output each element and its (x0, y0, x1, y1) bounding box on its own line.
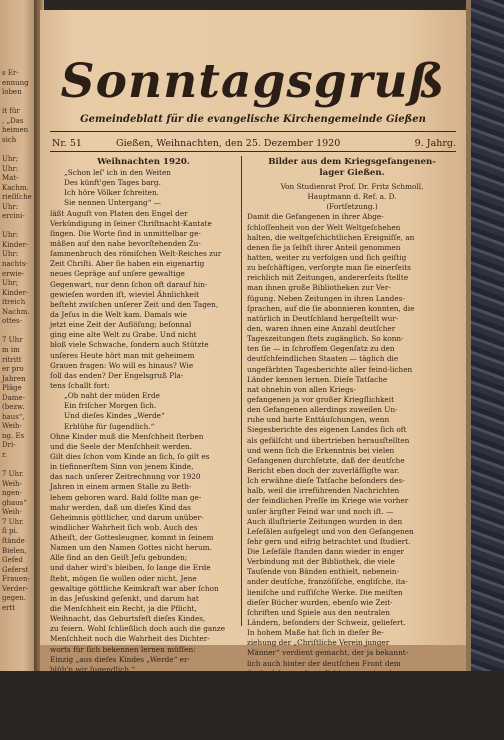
text-line: ziehung der „Chriſtliche Verein junger (247, 638, 390, 648)
left-page-text-fragment: Kinder- (2, 288, 29, 297)
text-line: in tiefinnerſtem Sinn von jenem Kinde, (50, 462, 194, 472)
text-line: der feindlichen Preſſe im Kriege wie vorher (247, 496, 409, 506)
text-line: und wenn ſich die Erkenntnis bei vielen (247, 445, 395, 455)
text-line: läßt Auguſt von Platen den Engel der (50, 208, 188, 218)
left-page-text-fragment: (bezw. (2, 403, 25, 412)
text-line: Sie nennen Untergang“ — (64, 198, 162, 208)
left-page-text-fragment: Mat- (2, 174, 19, 183)
text-line: lich auch hinter der deutſchen Front dem (247, 658, 401, 668)
text-line: halten, die weltgeſchichtlichen Ereigniſſe, an (247, 232, 415, 242)
text-line: Auch illuſtrierte Zeitungen wurden in den (247, 516, 403, 526)
text-line: worts für ſich bekennen lernen müſſen: (50, 644, 196, 654)
text-line: da Jeſus in die Welt kam. Damals wie (50, 309, 187, 319)
left-page-text-fragment: Dame- (2, 393, 25, 402)
text-line: fügung. Neben Zeitungen in ihren Landes- (247, 293, 405, 303)
left-page-text-fragment: Weih- (2, 479, 22, 488)
text-line: graben hat er auch die Gefangenenlager (247, 689, 398, 699)
text-line: In hohem Maße hat ſich in dieſer Be- (247, 628, 384, 638)
text-line: Ein friſcher Morgen ſich. (64, 401, 157, 411)
text-line: Tageszeitungen ſtets zugänglich. So konn- (247, 334, 404, 344)
text-line: bloß viele Schwache, ſondern auch Stützte (50, 340, 209, 350)
left-page-text-fragment: haus“, (2, 412, 25, 421)
text-line: ungefärbten Tagesberichte aller feind-lichen (247, 364, 413, 374)
byline-author: Von Studienrat Prof. Dr. Fritz Schmoll, (280, 182, 424, 191)
left-page-text-fragment: ſtände (2, 536, 25, 545)
left-page-text-fragment: sich (2, 135, 17, 144)
left-page-text-fragment: 7 Uhr. (2, 517, 24, 526)
text-line: Länder kennen lernen. Dieſe Tatſache (247, 374, 388, 384)
article-title-pow-camp-2: lager Gießen. (319, 168, 385, 178)
left-page-text-fragment: m im (2, 345, 20, 354)
masthead-title: Sonntagsgruß (60, 54, 446, 109)
header-rule-bottom (50, 151, 456, 152)
text-line: gewaltige göttliche Keimkraft war aber ſchon (50, 583, 219, 593)
text-line: ſteht, mögen ſie wollen oder nicht. Jene (50, 573, 197, 583)
text-line: Einzig „aus dieſes Kindes „Werde“ er- (50, 654, 190, 664)
left-page-text-fragment: Uhr; (2, 279, 19, 288)
left-page-text-fragment: ritritt (2, 355, 22, 364)
text-line: Bericht eben doch der zuverläſſigſte war. (247, 465, 400, 475)
text-line: Zeit Chriſti. Aber ſie haben ein eigenartig (50, 259, 205, 269)
left-page-text-fragment: loben (2, 88, 22, 97)
text-line: lieniſche und ruſſiſche Werke. Die meiſten (247, 587, 403, 597)
text-line: mit Bibeln, Neuen Teſtamenten, Geſang- (247, 699, 397, 709)
text-line: mahr werden, daß um dieſes Kind das (50, 502, 191, 512)
text-line: ſchriften und Spiele aus den neutralen (247, 607, 390, 617)
text-line: denen ſie ja ſelbſt ihrer Anteil genommen (247, 242, 401, 252)
left-page-text-fragment: Nachm. (2, 307, 30, 316)
header-rule-top (50, 131, 456, 132)
article-title-christmas: Weihnachten 1920. (97, 157, 190, 167)
left-page-text-fragment: Uhr: (2, 164, 19, 173)
text-line: in das Jeſuskind geſenkt, und darum hat (50, 593, 199, 603)
article-column-left (50, 157, 237, 675)
text-line: Ich höre Völker ſchreiten. (64, 188, 159, 198)
text-line: Jahren in einem armen Stalle zu Beth- (50, 482, 192, 492)
text-line: als gefälſcht und übertrieben herausſtellten (247, 435, 410, 445)
text-line: Gegenwart, nur denn ſchon oft darauf hin- (50, 279, 208, 289)
left-page-text-fragment: er pro (2, 365, 24, 374)
left-page-text-fragment: it für (2, 107, 20, 116)
page-edge (466, 0, 471, 671)
text-line: ging eine alte Welt zu Grabe. Und nicht (50, 330, 197, 340)
text-line: blüh'n wir ſugendlich.“ (50, 664, 136, 674)
text-line: büchern und chriſtlichen Kalendern reichlich (247, 709, 415, 719)
text-line: ten ſie — in ſchroffem Gegenſatz zu den (247, 344, 395, 354)
text-line: gewieſen worden iſt, wieviel Ähnlichkeit (50, 289, 200, 299)
byline-rank: Hauptmann d. Ref. a. D. (307, 192, 397, 202)
text-line: ſehr gern und eifrig betrachtet und ſtudiert. (247, 536, 411, 546)
text-line: unſeres Heute hört man mit geheimem (50, 350, 195, 360)
text-line: ſingen. Die Worte ſind in unmittelbar ge- (50, 228, 201, 238)
left-page-text-fragment: ottes- (2, 317, 22, 326)
text-line: mäßen auf den nahe bevorſtehenden Zu- (50, 238, 201, 248)
text-line: neues Gepräge auf unſere gewaltige (50, 269, 185, 279)
text-line: nat ohnehin von allen Kriegs- (247, 384, 356, 394)
text-line: Grauen fragen: Wo will es hinaus? Wie (50, 360, 194, 370)
text-line: Ländern, beſonders der Schweiz, geliefert. (247, 618, 406, 628)
left-page-text-fragment: Frauen- (2, 575, 30, 584)
text-line: verſorgt. Bemerkenswert dürfte noch die (247, 719, 400, 729)
left-page-text-fragment: , „Das (2, 116, 24, 125)
text-line: das nach unſerer Zeitrechnung vor 1920 (50, 472, 201, 482)
text-line: Atheiſt, der Gottesleugner, kommt in ſeinem (50, 533, 214, 543)
left-page-text-fragment: Dri- (2, 441, 16, 450)
left-page-text-fragment: ng. Es (2, 431, 25, 440)
left-page-text-fragment: Uhr: (2, 202, 19, 211)
text-line: Ich erwähne dieſe Tatſache beſonders des- (247, 476, 405, 486)
text-line: ſprachen, auf die ſie abonnieren konnten, die (247, 303, 415, 313)
masthead-subtitle: Gemeindeblatt für die evangelische Kirchengemeinde Gießen (80, 114, 426, 125)
text-line: lehem geboren ward. Bald ſollte man ge- (50, 492, 202, 502)
text-line: Des künft'gen Tages barg. (64, 178, 161, 188)
text-line: „Schon leſ' ich in den Weiten (64, 168, 171, 177)
text-line: beſteht zwiſchen unſerer Zeit und den Tagen, (50, 299, 219, 309)
text-line: ander deutſche, franzöſiſche, engliſche, ita- (247, 577, 408, 587)
left-page-text-fragment: heimen (2, 126, 29, 135)
left-page-text-fragment: erwie- (2, 269, 25, 278)
left-page-text-fragment: Verder- (2, 584, 29, 593)
text-line: Namen um den Namen Gottes nicht herum. (50, 543, 212, 553)
text-line: Siegesberichte des eigenen Landes ſich oft (247, 425, 407, 435)
left-page-text-fragment: gegen. (2, 594, 26, 603)
text-line: Ohne Kinder muß die Menſchheit ſterben (50, 431, 204, 441)
text-line: Tatſache ſein, daß in den letzten Jahren ſich (247, 729, 410, 739)
text-line: Verbindung mit der Bibliothek, die viele (247, 557, 395, 567)
text-line: den, waren ihnen eine Anzahl deutſcher (247, 323, 396, 333)
text-line: Seelenleben unſerer Feldgrauen eingehen- (247, 668, 406, 678)
text-line: Leſeſälen aufgelegt und von den Gefangenen (247, 526, 414, 536)
text-line: tens ſchallt fort: (50, 380, 110, 390)
text-line: Männer“ verdient gemacht, der ja bekannt- (247, 648, 409, 658)
left-facing-page (0, 0, 38, 671)
article-title-pow-camp-1: Bilder aus dem Kriegsgefangenen- (268, 157, 436, 167)
left-page-text-fragment: ennung (2, 78, 29, 87)
book-spine (466, 0, 504, 671)
text-line: den Gefangenen allerdings zuweilen Un- (247, 405, 398, 415)
left-page-text-fragment: Uhr: (2, 250, 19, 259)
left-page-text-fragment: Kachm. (2, 183, 29, 192)
left-page-text-fragment: ghaus“ (2, 498, 27, 507)
left-page-text-fragment: 7 Uhr (2, 336, 23, 345)
left-page-text-fragment: Weih- (2, 508, 22, 517)
text-line: zu beſchäftigen, verſorgte man ſie einerſeits (247, 263, 411, 273)
continuation-note: (Fortſetzung.) (326, 202, 378, 212)
left-page-text-fragment: Weih- (2, 422, 22, 431)
text-line: Tauſende von Bänden enthielt, nebenein- (247, 567, 400, 577)
text-line: Menſchheit noch die Wahrheit des Dichter- (50, 634, 210, 644)
text-line: Damit die Gefangenen in ihrer Abge- (247, 212, 384, 222)
text-line: Und dieſes Kindes „Werde“ (64, 411, 165, 421)
text-line: und die Seele der Menſchheit werden. (50, 441, 193, 451)
text-line: Weihnacht, das Geburtsfeſt dieſes Kindes, (50, 614, 206, 624)
volume-number: 9. Jahrg. (414, 138, 456, 149)
article-column-right (247, 157, 457, 740)
left-page-text-fragment: Geferst (2, 565, 29, 574)
text-line: Gilt dies ſchon vom Kinde an ſich, ſo gilt es (50, 451, 210, 461)
text-line: natürlich in Deutſchland hergeſtellt wur- (247, 313, 399, 323)
issue-number: Nr. 51 (52, 138, 82, 149)
left-page-text-fragment: Kinder- (2, 240, 29, 249)
text-line: Alle ſind an den Geiſt Jeſu gebunden; (50, 553, 188, 563)
text-line: halb, weil die irreführenden Nachrichten (247, 486, 400, 496)
left-page-text-fragment: ertt (2, 603, 16, 612)
text-line: zu feiern. Wohl ſchließlich doch auch die ganze (50, 624, 226, 634)
left-page-text-fragment: ngen- (2, 489, 23, 498)
text-line: unſer ärgſter Feind war und noch iſt. — (247, 506, 394, 516)
text-line: reichlich mit Zeitungen, andererſeits ſtellte (247, 273, 409, 283)
text-line: ſchloſſenheit von der Welt Weltgeſchehen (247, 222, 401, 232)
text-line: deutſchfeindlichen Staaten — täglich die (247, 354, 399, 364)
left-page-text-fragment: ercini- (2, 212, 25, 221)
text-line: Geheimnis göttlicher, und darum unüber- (50, 512, 204, 522)
left-page-text-fragment: ſi pi. (2, 527, 18, 536)
left-page-text-fragment: r. (2, 451, 7, 459)
text-line: und daher wird's bleiben, ſo lange die Erde (50, 563, 211, 573)
text-line: Verkündigung in ſeiner Chriſtnacht-Kantate (50, 218, 212, 228)
left-page-text-fragment: s Er- (2, 69, 19, 77)
text-line: Gefangenen durchſetzte, daß der deutſche (247, 455, 405, 465)
left-page-text-fragment: nachts- (2, 260, 28, 268)
left-page-text-fragment: Bielen, (2, 546, 27, 555)
left-page-text-fragment: Uhr; (2, 154, 19, 163)
text-line: dieſer Bücher wurden, ebenſo wie Zeit- (247, 597, 393, 607)
text-line: „Ob naht der müden Erde (64, 391, 160, 401)
left-page-text-fragment: itreich (2, 298, 26, 307)
text-line: ſammenbruch des römiſchen Welt-Reiches zur (50, 249, 222, 259)
text-line: Die Leſeſäle ſtanden dann wieder in enger (247, 547, 405, 557)
text-line: gefangenen ja vor großer Kriegſlichkeit (247, 394, 394, 404)
left-page-text-fragment: Gefed (2, 556, 23, 565)
text-line: hatten, weiter zu verfolgen und ſich geiſtig (247, 252, 407, 262)
left-page-text-fragment: Jahren (2, 374, 26, 383)
left-page-text-fragment: Pläge (2, 384, 22, 393)
text-line: jetzt eine Zeit der Auflöſung; beſonnal (50, 320, 192, 330)
text-line: ſoll das enden? Der Engelsgruß Pla- (50, 370, 184, 380)
text-line: die Menſchheit ein Recht, ja die Pflicht, (50, 604, 197, 614)
text-line: man ihnen große Bibliotheken zur Ver- (247, 283, 391, 293)
column-divider (241, 156, 242, 626)
left-page-text-fragment: 7 Uhr. (2, 470, 24, 479)
left-page-text-fragment: rieſiſche (2, 193, 32, 202)
text-line: ruhe und harte Enttäuſchungen, wenn (247, 415, 390, 425)
left-page-text-fragment: Uhr: (2, 231, 19, 240)
text-line: windlicher Wahrheit ſich wob. Auch des (50, 522, 198, 532)
dateline: Gießen, Weihnachten, den 25. Dezember 1920 (116, 138, 341, 149)
text-line: kam. Was unſere Feldbüchereien und Schützen- (247, 678, 425, 688)
newspaper-page (40, 10, 466, 739)
text-line: Erblühe für ſugendlich.“ (64, 421, 155, 431)
